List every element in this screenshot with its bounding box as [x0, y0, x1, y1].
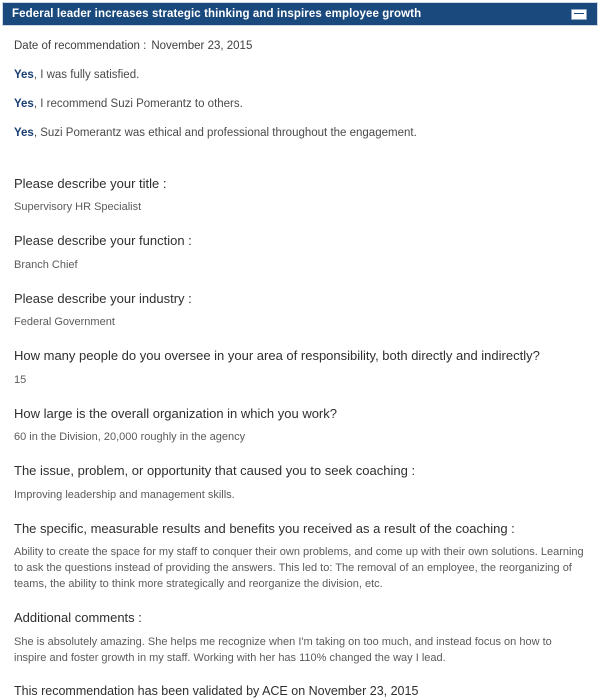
question-label: Please describe your function :: [14, 233, 192, 249]
section-spacer: [14, 155, 586, 159]
qa-item-title: [14, 175, 586, 216]
panel-title: Federal leader increases strategic thinking and inspires employee growth: [12, 8, 422, 20]
question-label: The issue, problem, or opportunity that caused you to seek coaching :: [14, 463, 416, 479]
minus-icon[interactable]: [571, 9, 587, 20]
recommendation-panel: [0, 2, 600, 699]
question-label: Additional comments :: [14, 610, 142, 626]
affirmation-yes-label: Yes: [14, 97, 34, 110]
question-label: How many people do you oversee in your area of responsibility, both directly and indirectly?: [14, 348, 540, 364]
answer-text: Federal Government: [14, 316, 115, 329]
qa-item-issue: [14, 462, 586, 503]
affirmation-text: , I recommend Suzi Pomerantz to others.: [33, 97, 243, 110]
date-label: Date of recommendation :: [14, 40, 147, 52]
panel-header: [2, 2, 598, 26]
qa-item-additional-comments: [14, 609, 586, 666]
affirmation-ethical: [14, 126, 586, 141]
qa-item-organization-size: [14, 405, 586, 446]
affirmation-text: , Suzi Pomerantz was ethical and professional throughout the engagement.: [33, 126, 417, 139]
question-label: How large is the overall organization in which you work?: [14, 405, 337, 421]
question-label: Please describe your title :: [14, 175, 167, 191]
validation-statement: This recommendation has been validated by ACE on November 23, 2015: [14, 684, 419, 699]
answer-text: She is absolutely amazing. She helps me recognize when I'm taking on too much, and instead focus on how to inspire and foster growth in my staff. Working with her has 110% changed the way I lead.: [14, 635, 552, 664]
affirmation-recommend: [14, 97, 586, 112]
qa-item-function: [14, 232, 586, 273]
date-value: November 23, 2015: [151, 40, 253, 52]
affirmation-text: , I was fully satisfied.: [33, 68, 140, 81]
answer-text: Ability to create the space for my staff to conquer their own problems, and come up with their own solutions. Learning to ask the questions instead of providing the answers. This led to: The removal of an employee, the reorganizing of teams, the ability to think more strategically and reorganize the division, etc.: [14, 546, 584, 591]
answer-text: 60 in the Division, 20,000 roughly in the agency: [14, 431, 246, 444]
answer-text: Supervisory HR Specialist: [14, 201, 142, 214]
affirmation-yes-label: Yes: [14, 68, 34, 81]
answer-text: Improving leadership and management skills.: [14, 488, 235, 501]
answer-text: 15: [14, 373, 27, 386]
date-of-recommendation: [14, 39, 586, 54]
question-label: Please describe your industry :: [14, 290, 192, 306]
answer-text: Branch Chief: [14, 258, 78, 271]
affirmation-satisfied: [14, 68, 586, 83]
qa-item-industry: [14, 290, 586, 331]
affirmation-yes-label: Yes: [14, 126, 34, 139]
panel-body: [0, 26, 600, 700]
qa-item-results: [14, 520, 586, 593]
question-label: The specific, measurable results and benefits you received as a result of the coaching :: [14, 520, 515, 536]
qa-item-oversight-count: [14, 347, 586, 388]
